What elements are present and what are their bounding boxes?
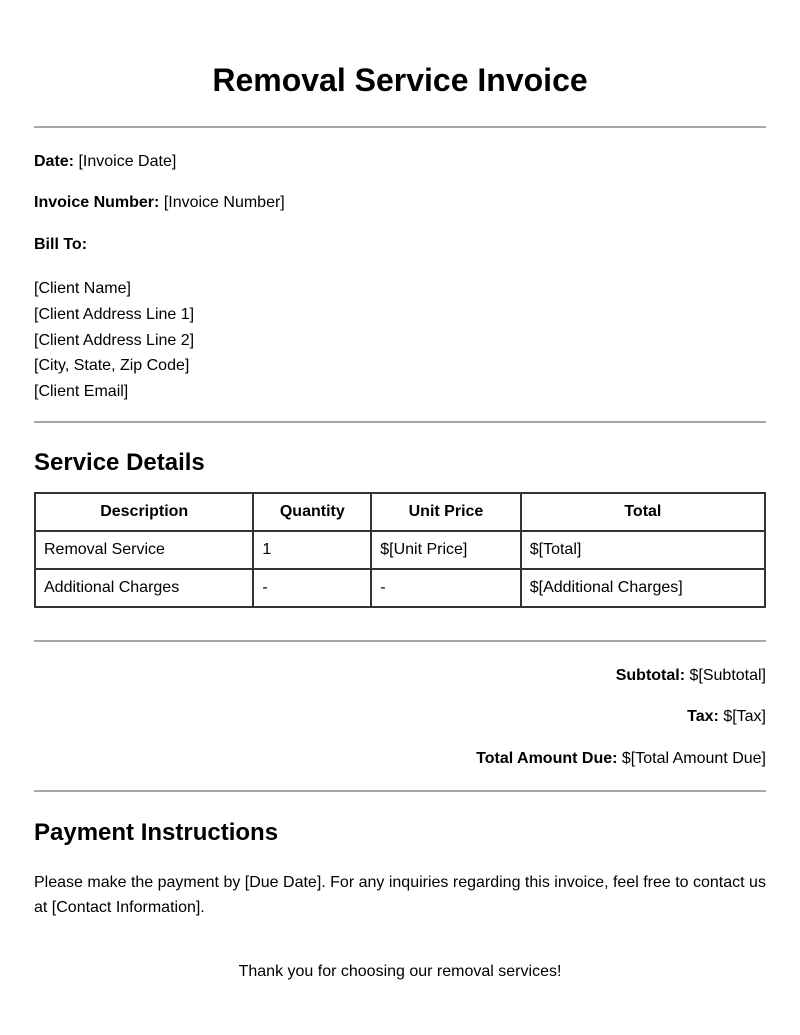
client-address-line-2: [Client Address Line 2] [34, 331, 195, 349]
bill-to-line [34, 235, 87, 255]
column-header-unit-price: Unit Price [371, 493, 521, 531]
cell-total: $[Total] [521, 531, 765, 569]
client-city-state-zip: [City, State, Zip Code] [34, 357, 190, 375]
payment-instructions-heading: Payment Instructions [34, 819, 279, 846]
client-name: [Client Name] [34, 280, 131, 297]
invoice-number-label: Invoice Number: [34, 194, 160, 211]
client-address-line-1: [Client Address Line 1] [34, 305, 195, 323]
cell-unit-price: - [371, 569, 521, 607]
table-row [35, 531, 765, 569]
column-header-description: Description [35, 493, 253, 531]
invoice-date-line [34, 152, 176, 172]
subtotal-label: Subtotal: [615, 667, 686, 684]
invoice-number-line [34, 193, 285, 213]
divider [34, 790, 766, 792]
divider [34, 421, 766, 423]
invoice-title: Removal Service Invoice [212, 62, 588, 98]
subtotal-line [616, 666, 766, 686]
service-details-table [34, 492, 766, 608]
thank-you-note: Thank you for choosing our removal services! [238, 963, 562, 980]
table-header-row [35, 493, 765, 531]
date-label: Date: [34, 153, 75, 170]
table-row [35, 569, 765, 607]
cell-quantity: 1 [253, 531, 371, 569]
bill-to-label: Bill To: [34, 236, 88, 253]
divider [34, 126, 766, 128]
tax-label: Tax: [687, 708, 719, 725]
column-header-quantity: Quantity [253, 493, 371, 531]
cell-quantity: - [253, 569, 371, 607]
date-value: [Invoice Date] [78, 153, 177, 170]
divider [34, 640, 766, 642]
cell-total: $[Additional Charges] [521, 569, 765, 607]
column-header-total: Total [521, 493, 765, 531]
total-due-line [476, 749, 766, 769]
cell-unit-price: $[Unit Price] [371, 531, 521, 569]
service-details-heading: Service Details [34, 449, 205, 476]
invoice-number-value: [Invoice Number] [163, 194, 285, 211]
cell-description: Removal Service [35, 531, 253, 569]
client-email: [Client Email] [34, 383, 129, 401]
payment-instructions-text: Please make the payment by [Due Date]. For any inquiries regarding this invoice, feel free to contact us at [Contact Information]. [34, 874, 766, 916]
total-due-value: $[Total Amount Due] [621, 750, 766, 767]
tax-value: $[Tax] [723, 708, 766, 725]
tax-line [687, 707, 766, 727]
total-due-label: Total Amount Due: [476, 750, 618, 767]
client-address-block [34, 276, 194, 405]
cell-description: Additional Charges [35, 569, 253, 607]
subtotal-value: $[Subtotal] [689, 667, 766, 684]
